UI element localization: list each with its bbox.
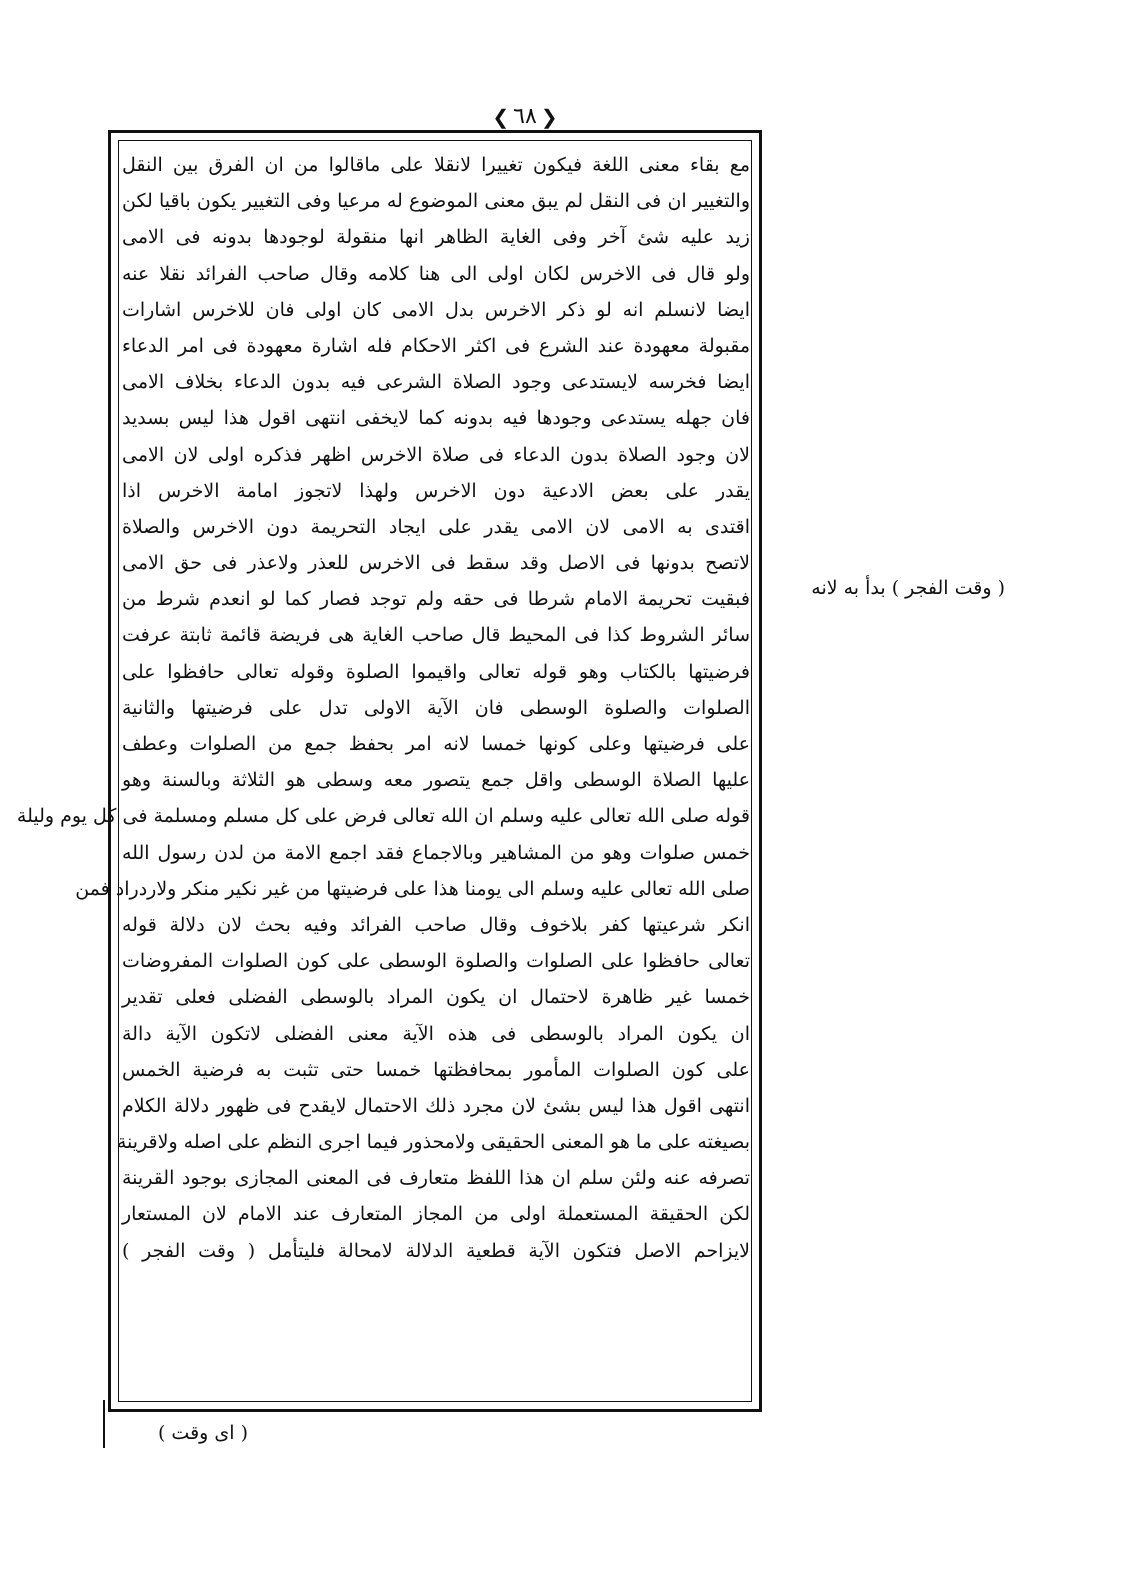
text-line: على فرضيتها وعلى كونها خمسا لانه امر بحفظ جمع من الصلوات وعطف — [122, 733, 750, 755]
text-line: مقبولة معهودة عند الشرع فى اكثر الاحكام فله اشارة معهودة فى امر الدعاء — [122, 334, 750, 357]
text-line: خمسا غير ظاهرة لاحتمال ان يكون المراد بالوسطى الفضلى فعلى تقدير — [122, 986, 750, 1009]
text-line: الصلوات والصلوة الوسطى فان الآية الاولى تدل على فرضيتها والثانية — [122, 696, 750, 719]
text-line: عليها الصلاة الوسطى واقل جمع يتصور معه وسطى هو الثلاثة وبالسنة وهو — [122, 769, 750, 792]
catchword: ( اى وقت ) — [157, 1422, 248, 1444]
text-line: فرضيتها بالكتاب وهو قوله تعالى واقيموا الصلوة وقوله تعالى حافظوا على — [122, 660, 750, 683]
text-line: ايضا فخرسه لايستدعى وجود الصلاة الشرعى فيه بدون الدعاء بخلاف الامى — [122, 371, 750, 394]
text-line: قوله صلى الله تعالى عليه وسلم ان الله تعالى فرض على كل مسلم ومسلمة فى كل يوم وليلة — [16, 805, 750, 828]
main-text-block — [16, 147, 750, 1409]
text-line: بصيغته على ما هو المعنى الحقيقى ولامحذور فيما اجرى النظم على اصله ولاقرينة — [116, 1131, 750, 1154]
text-line: لاتصح بدونها فى الاصل وقد سقط فى الاخرس للعذر ولاعذر فى حق الامى — [122, 552, 750, 575]
text-line: ان يكون المراد بالوسطى فى هذه الآية معنى الفضلى لاتكون الآية دالة — [122, 1022, 750, 1045]
text-line: اقتدى به الامى لان الامى يقدر على ايجاد التحريمة دون الاخرس والصلاة — [122, 515, 750, 538]
text-line: على كون الصلوات المأمور بمحافظتها خمسا حتى تثبت به فرضية الخمس — [122, 1058, 750, 1081]
text-line: لايزاحم الاصل فتكون الآية قطعية الدلالة لامحالة فليتأمل ( وقت الفجر ) — [122, 1239, 750, 1262]
text-line: والتغيير ان فى النقل لم يبق معنى الموضوع له مرعيا وفى التغيير يكون باقيا لكن — [122, 190, 750, 213]
text-line: انكر شرعيتها كفر بلاخوف وقال صاحب الفرائد وفيه بحث لان دلالة قوله — [122, 913, 750, 936]
text-line: تعالى حافظوا على الصلوات والصلوة الوسطى على كون الصلوات المفروضات — [122, 950, 750, 973]
text-line: فان جهله يستدعى وجودها فيه بدونه كما لايخفى انتهى اقول هذا ليس بسديد — [122, 407, 750, 430]
text-line: مع بقاء معنى اللغة فيكون تغييرا لانقلا على ماقالوا من ان الفرق بين النقل — [122, 154, 750, 176]
text-line: زيد عليه شئ آخر وفى الغاية الظاهر انها منقولة لوجودها بدونه فى الامى — [122, 226, 750, 249]
text-line: ولو قال فى الاخرس لكان اولى الى هنا كلامه وقال صاحب الفرائد نقلا عنه — [122, 262, 750, 285]
left-margin-rule — [103, 1400, 105, 1448]
text-line: تصرفه عنه ولئن سلم ان هذا اللفظ متعارف فى المعنى المجازى بوجود القرينة — [122, 1167, 750, 1190]
margin-note: ( وقت الفجر ) بدأ به لانه — [811, 577, 1005, 599]
page-number: ٦٨ — [513, 104, 537, 129]
text-line: ايضا لانسلم انه لو ذكر الاخرس بدل الامى كان اولى فان للاخرس اشارات — [122, 298, 750, 321]
ornament-right-icon: ❯ — [540, 105, 558, 129]
text-line: صلى الله تعالى عليه وسلم الى يومنا هذا على فرضيتها من غير نكير منكر ولاردراد فمن — [75, 877, 750, 900]
text-line: انتهى اقول هذا ليس بشئ لان مجرد ذلك الاحتمال لايقدح فى ظهور دلالة الكلام — [122, 1094, 750, 1117]
text-line: لكن الحقيقة المستعملة اولى من المجاز المتعارف عند الامام لان المستعار — [122, 1203, 750, 1226]
text-line: فبقيت تحريمة الامام شرطا فى حقه ولم توجد فصار كما لو انعدم شرط من — [122, 588, 750, 611]
page-number-header — [425, 102, 625, 132]
text-line: خمس صلوات وهو من المشاهير وبالاجماع فقد اجمع الامة من لدن رسول الله — [122, 841, 750, 864]
text-line: يقدر على بعض الادعية دون الاخرس ولهذا لاتجوز امامة الاخرس اذا — [122, 479, 750, 502]
text-line: سائر الشروط كذا فى المحيط قال صاحب الغاية هى فريضة قائمة ثابتة عرفت — [122, 624, 750, 647]
text-line: لان وجود الصلاة بدون الدعاء فى صلاة الاخرس اظهر فذكره اولى لان الامى — [122, 443, 750, 466]
ornament-left-icon: ❮ — [492, 105, 510, 129]
